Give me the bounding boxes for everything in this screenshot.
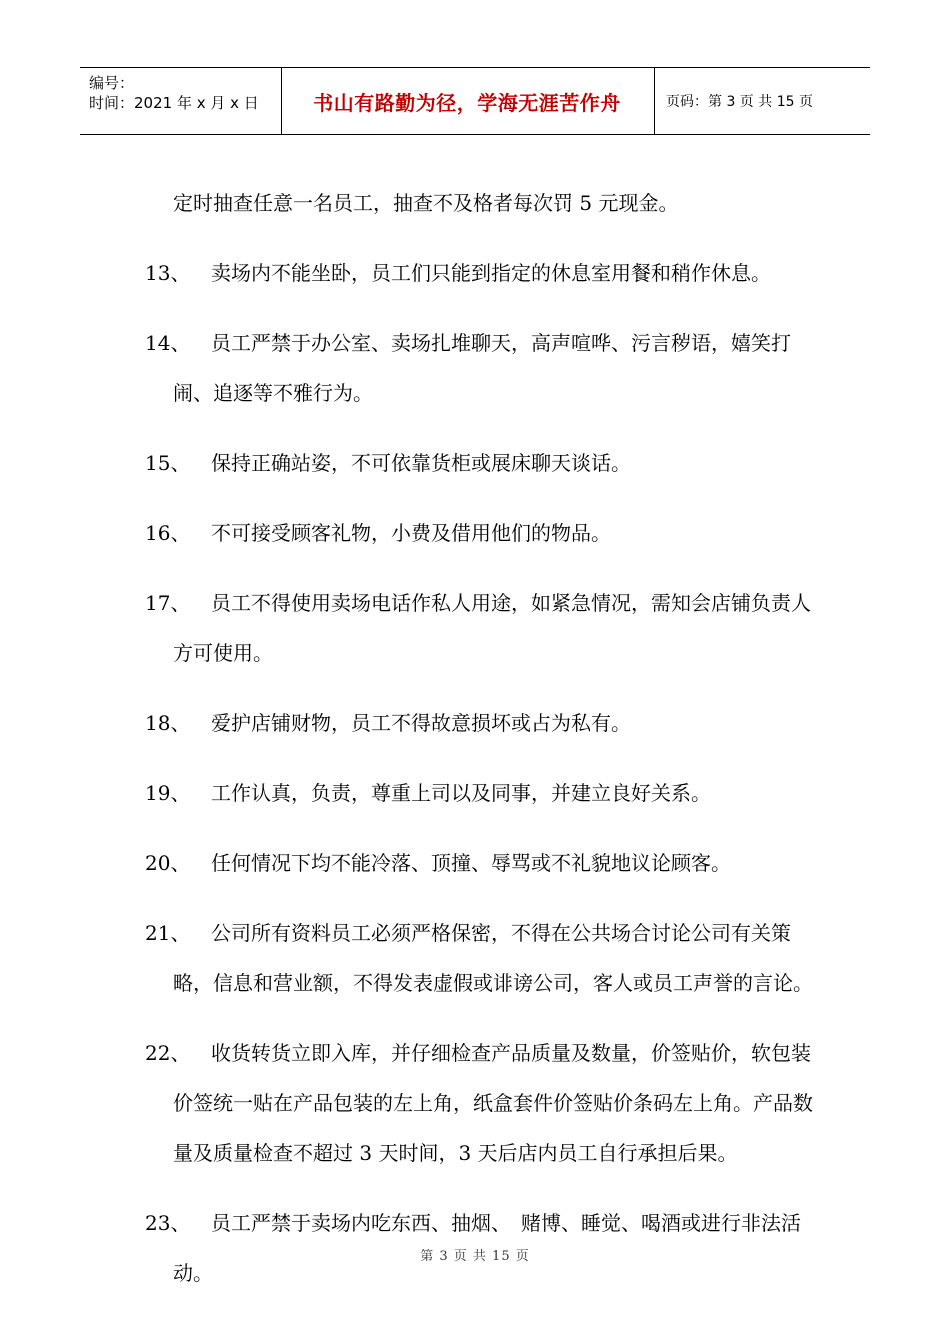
document-date: 时间：2021 年 x 月 x 日 xyxy=(89,94,259,112)
list-item xyxy=(0,318,950,418)
list-item xyxy=(0,908,950,1008)
header-page-info: 页码：第 3 页 共 15 页 xyxy=(666,94,813,110)
item-text: 不可接受顾客礼物，小费及借用他们的物品。 xyxy=(211,521,611,545)
header-divider xyxy=(654,68,655,134)
item-number: 23、 xyxy=(145,1211,191,1235)
list-item xyxy=(0,1028,950,1178)
item-number: 20、 xyxy=(145,851,191,875)
item-number: 18、 xyxy=(145,711,191,735)
item-number: 14、 xyxy=(145,331,191,355)
item-number: 17、 xyxy=(145,591,191,615)
item-text: 保持正确站姿，不可依靠货柜或展床聊天谈话。 xyxy=(211,451,631,475)
list-item xyxy=(0,578,950,678)
item-number: 22、 xyxy=(145,1041,191,1065)
list-item xyxy=(0,438,950,488)
list-item xyxy=(0,698,950,748)
item-text: 卖场内不能坐卧，员工们只能到指定的休息室用餐和稍作休息。 xyxy=(211,261,771,285)
list-item xyxy=(0,838,950,888)
page-footer: 第 3 页 共 15 页 xyxy=(420,1249,530,1264)
document-header xyxy=(80,67,870,135)
document-body xyxy=(0,158,950,1318)
header-motto: 书山有路勤为径，学海无涯苦作舟 xyxy=(313,90,621,115)
item-text: 员工严禁于卖场内吃东西、抽烟、 赌博、睡觉、喝酒或进行非法活动。 xyxy=(173,1211,801,1285)
item-text: 工作认真，负责，尊重上司以及同事，并建立良好关系。 xyxy=(211,781,711,805)
item-text: 爱护店铺财物，员工不得故意损坏或占为私有。 xyxy=(211,711,631,735)
header-meta xyxy=(80,68,281,134)
item-number: 19、 xyxy=(145,781,191,805)
document-number-label: 编号： xyxy=(89,74,135,92)
item-text: 员工不得使用卖场电话作私人用途，如紧急情况，需知会店铺负责人方可使用。 xyxy=(173,591,811,665)
item-text: 收货转货立即入库，并仔细检查产品质量及数量，价签贴价，软包装价签统一贴在产品包装的左上角，纸盒套件价签贴价条码左上角。产品数量及质量检查不超过 3 天时间，3 天后店内员工自行承担后果。 xyxy=(173,1041,813,1165)
list-item xyxy=(0,768,950,818)
item-text: 公司所有资料员工必须严格保密，不得在公共场合讨论公司有关策略，信息和营业额，不得发表虚假或诽谤公司，客人或员工声誉的言论。 xyxy=(173,921,813,995)
item-text: 任何情况下均不能冷落、顶撞、辱骂或不礼貌地议论顾客。 xyxy=(211,851,731,875)
item-number: 13、 xyxy=(145,261,191,285)
list-item xyxy=(0,508,950,558)
item-number: 15、 xyxy=(145,451,191,475)
item-number: 16、 xyxy=(145,521,191,545)
item-text: 员工严禁于办公室、卖场扎堆聊天，高声喧哗、污言秽语，嬉笑打闹、追逐等不雅行为。 xyxy=(173,331,791,405)
continuation-paragraph: 定时抽查任意一名员工，抽查不及格者每次罚 5 元现金。 xyxy=(173,191,679,215)
list-item xyxy=(0,248,950,298)
item-number: 21、 xyxy=(145,921,191,945)
